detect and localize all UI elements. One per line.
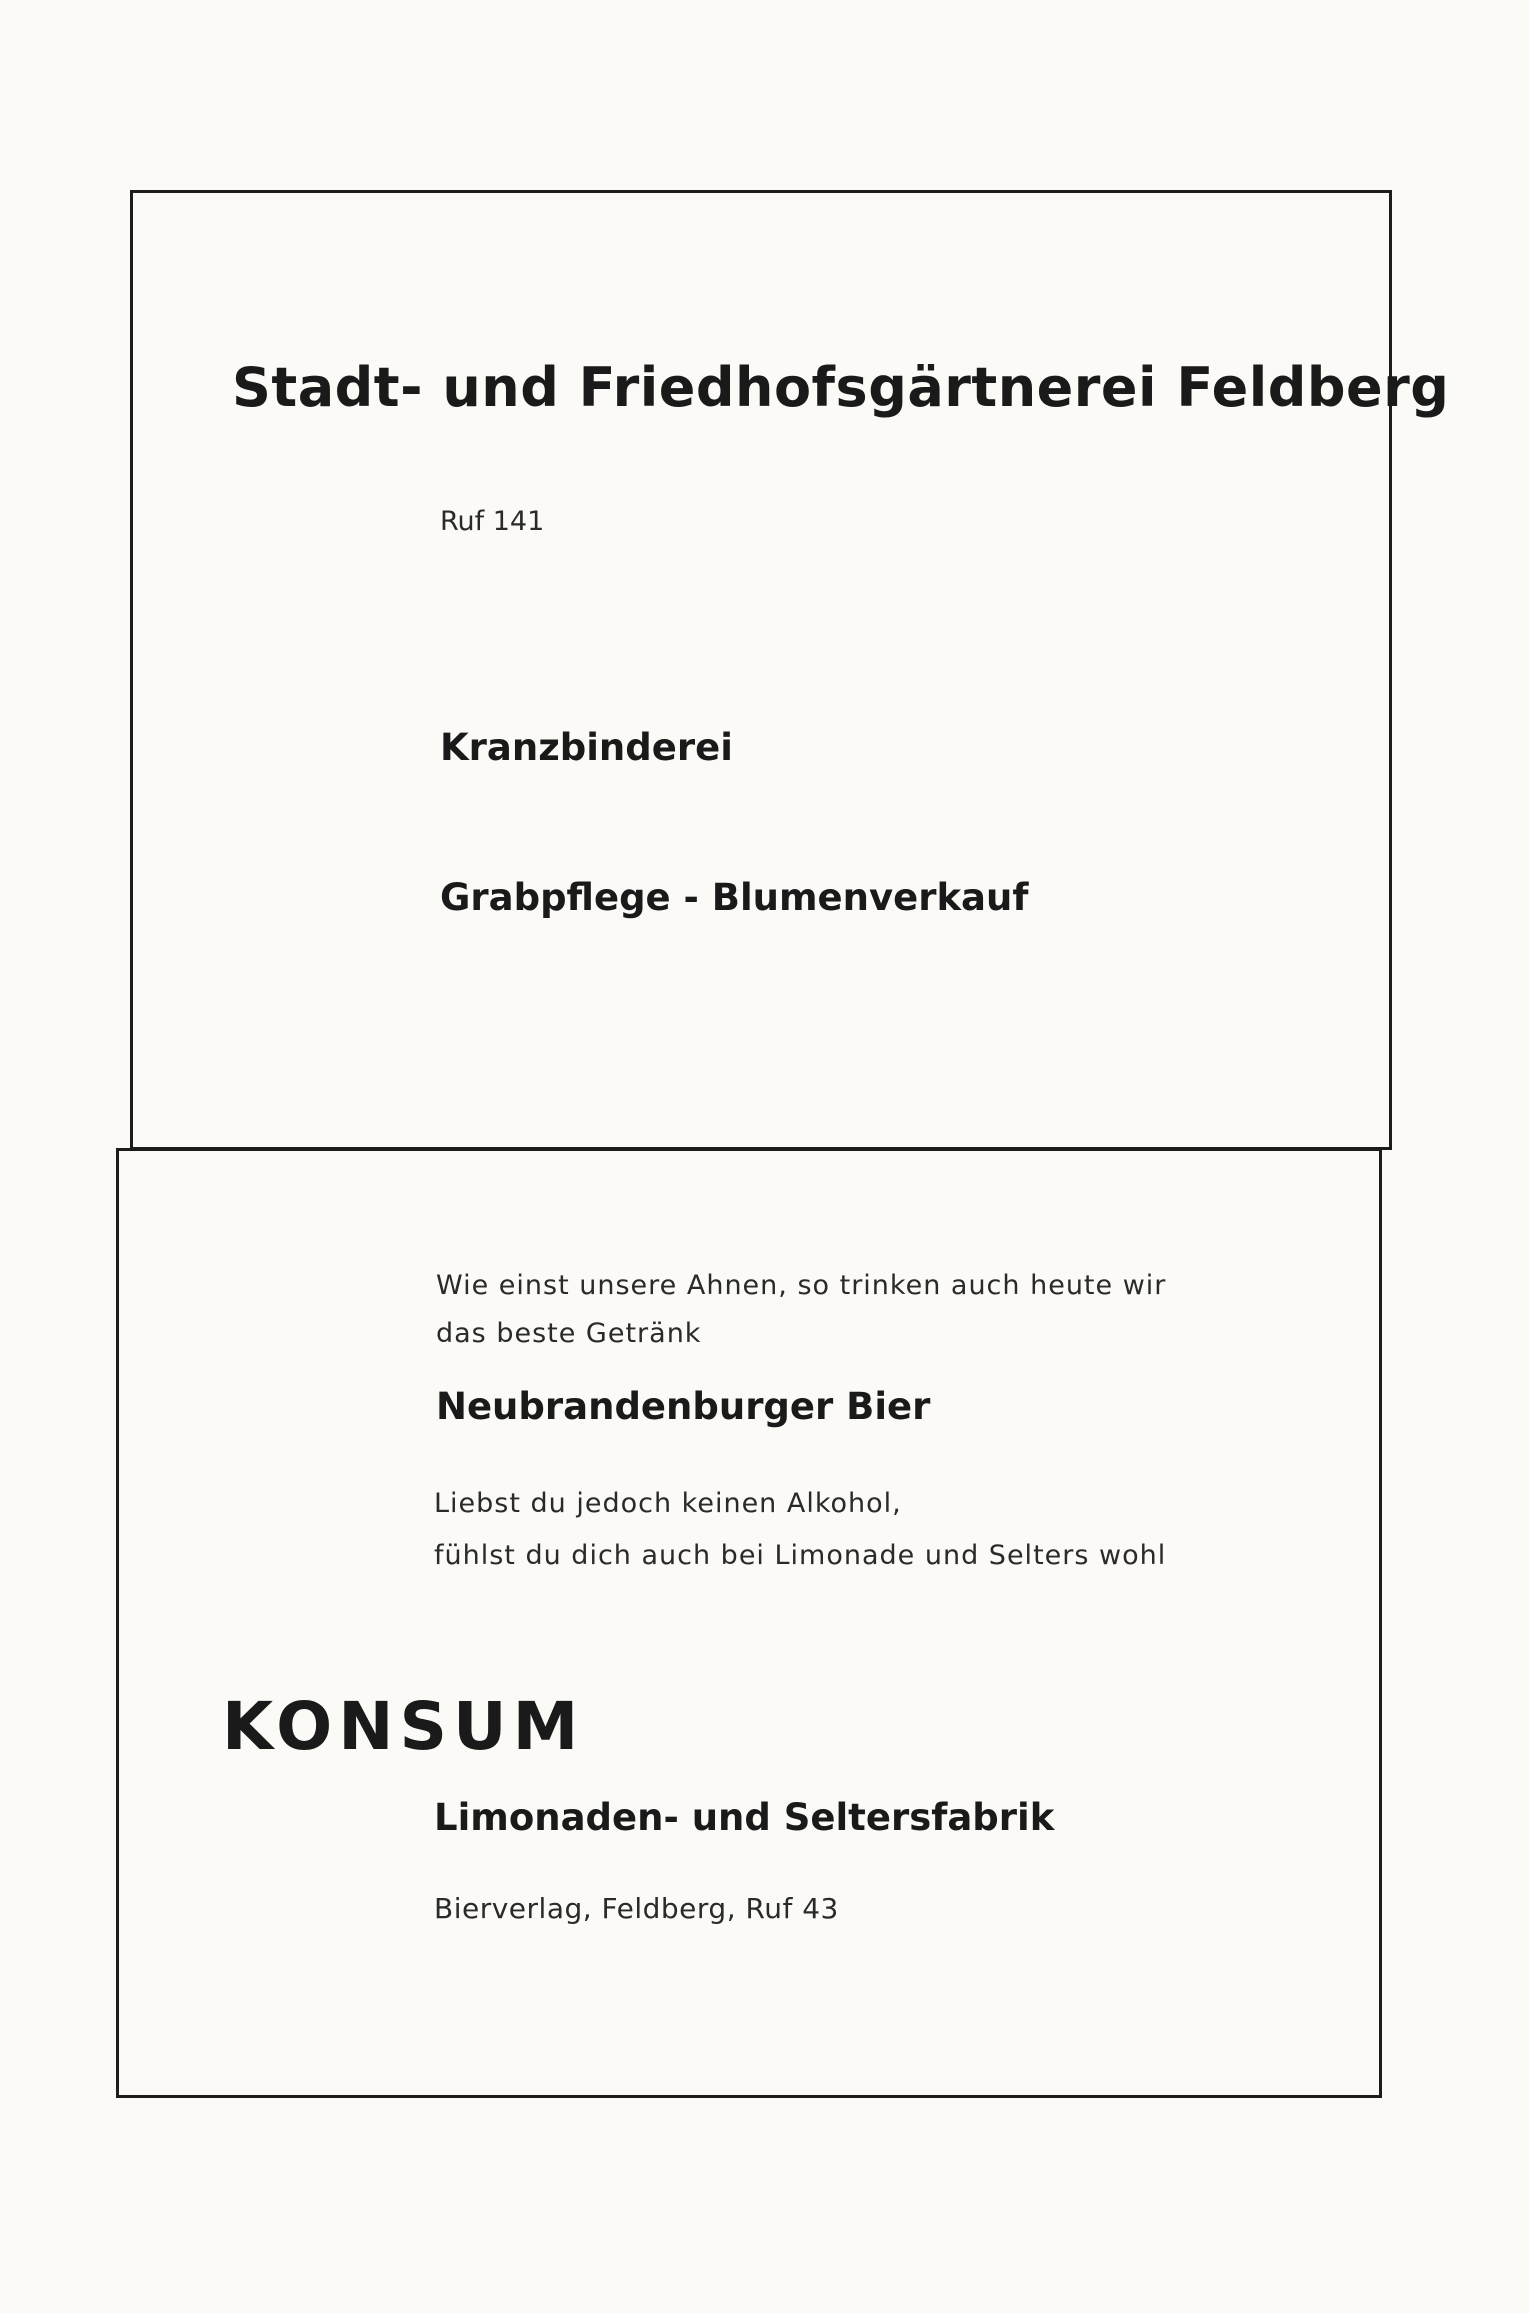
nursery-title: Stadt- und Friedhofsgärtnerei Feldberg bbox=[232, 356, 1450, 419]
beer-slogan-line-2: das beste Getränk bbox=[436, 1318, 702, 1349]
factory-name: Limonaden- und Seltersfabrik bbox=[434, 1796, 1055, 1839]
soft-drink-line-1: Liebst du jedoch keinen Alkohol, bbox=[434, 1488, 902, 1519]
beer-slogan-line-1: Wie einst unsere Ahnen, so trinken auch heute wir bbox=[436, 1270, 1167, 1301]
nursery-phone: Ruf 141 bbox=[440, 506, 545, 537]
nursery-service-grave-care: Grabpflege - Blumenverkauf bbox=[440, 876, 1029, 919]
beer-name: Neubrandenburger Bier bbox=[436, 1385, 931, 1428]
nursery-service-wreath: Kranzbinderei bbox=[440, 726, 733, 769]
factory-contact: Bierverlag, Feldberg, Ruf 43 bbox=[434, 1892, 839, 1925]
top-ad-frame bbox=[130, 190, 1392, 1150]
soft-drink-line-2: fühlst du dich auch bei Limonade und Selters wohl bbox=[434, 1540, 1167, 1571]
konsum-brand: KONSUM bbox=[222, 1688, 585, 1765]
